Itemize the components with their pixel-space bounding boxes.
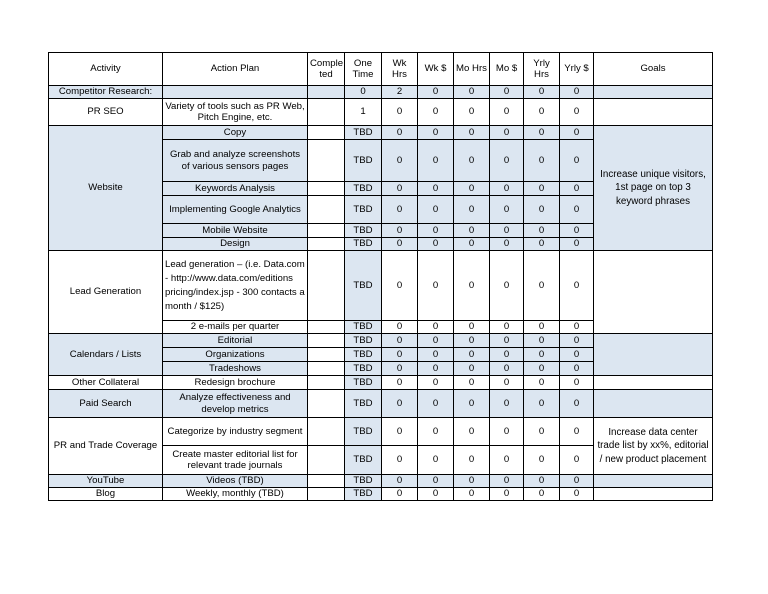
- completed-cell: [308, 334, 345, 348]
- one-time-cell: TBD: [345, 126, 382, 140]
- completed-cell: [308, 86, 345, 99]
- table-row: [49, 475, 713, 488]
- mo-cost-cell: 0: [490, 86, 524, 99]
- mo-hrs-cell: 0: [454, 99, 490, 126]
- yrly-cost-cell: 0: [560, 99, 594, 126]
- goals-cell: [594, 475, 713, 488]
- wk-cost-cell: 0: [418, 182, 454, 196]
- header-row: [49, 53, 713, 86]
- completed-cell: [308, 126, 345, 140]
- mo-cost-cell: 0: [490, 390, 524, 418]
- wk-hrs-cell: 0: [382, 196, 418, 224]
- wk-cost-cell: 0: [418, 196, 454, 224]
- completed-cell: [308, 418, 345, 446]
- completed-cell: [308, 251, 345, 321]
- col-header-action-plan: Action Plan: [163, 53, 308, 86]
- table-row: [49, 376, 713, 390]
- completed-cell: [308, 376, 345, 390]
- yrly-hrs-cell: 0: [524, 196, 560, 224]
- yrly-hrs-cell: 0: [524, 182, 560, 196]
- one-time-cell: TBD: [345, 140, 382, 182]
- wk-hrs-cell: 0: [382, 446, 418, 475]
- one-time-cell: TBD: [345, 418, 382, 446]
- mo-hrs-cell: 0: [454, 238, 490, 251]
- table-row: [49, 86, 713, 99]
- wk-cost-cell: 0: [418, 475, 454, 488]
- mo-cost-cell: 0: [490, 126, 524, 140]
- action-plan-cell: Grab and analyze screenshots of various sensors pages: [163, 140, 308, 182]
- wk-cost-cell: 0: [418, 418, 454, 446]
- completed-cell: [308, 362, 345, 376]
- wk-hrs-cell: 0: [382, 390, 418, 418]
- one-time-cell: TBD: [345, 348, 382, 362]
- yrly-hrs-cell: 0: [524, 334, 560, 348]
- wk-hrs-cell: 0: [382, 251, 418, 321]
- col-header-goals: Goals: [594, 53, 713, 86]
- one-time-cell: TBD: [345, 362, 382, 376]
- one-time-cell: TBD: [345, 488, 382, 501]
- yrly-cost-cell: 0: [560, 348, 594, 362]
- yrly-hrs-cell: 0: [524, 99, 560, 126]
- col-header-mo-cost: Mo $: [490, 53, 524, 86]
- action-plan-cell: Implementing Google Analytics: [163, 196, 308, 224]
- mo-cost-cell: 0: [490, 488, 524, 501]
- mo-cost-cell: 0: [490, 196, 524, 224]
- yrly-cost-cell: 0: [560, 86, 594, 99]
- wk-hrs-cell: 0: [382, 126, 418, 140]
- goals-cell: [594, 86, 713, 99]
- mo-hrs-cell: 0: [454, 362, 490, 376]
- yrly-hrs-cell: 0: [524, 238, 560, 251]
- yrly-cost-cell: 0: [560, 376, 594, 390]
- yrly-cost-cell: 0: [560, 140, 594, 182]
- yrly-cost-cell: 0: [560, 126, 594, 140]
- activity-cell: Calendars / Lists: [49, 334, 163, 376]
- action-plan-cell: Tradeshows: [163, 362, 308, 376]
- goals-cell: [594, 376, 713, 390]
- mo-hrs-cell: 0: [454, 390, 490, 418]
- one-time-cell: TBD: [345, 334, 382, 348]
- yrly-cost-cell: 0: [560, 418, 594, 446]
- yrly-cost-cell: 0: [560, 224, 594, 238]
- one-time-cell: TBD: [345, 475, 382, 488]
- wk-hrs-cell: 0: [382, 334, 418, 348]
- action-plan-cell: Weekly, monthly (TBD): [163, 488, 308, 501]
- action-plan-cell: 2 e-mails per quarter: [163, 321, 308, 334]
- wk-cost-cell: 0: [418, 488, 454, 501]
- mo-hrs-cell: 0: [454, 348, 490, 362]
- action-plan-cell: Lead generation – (i.e. Data.com - http://www.data.com/editions pricing/index.jsp - 300 contacts a month / $125): [163, 251, 308, 321]
- wk-cost-cell: 0: [418, 390, 454, 418]
- yrly-hrs-cell: 0: [524, 224, 560, 238]
- yrly-cost-cell: 0: [560, 321, 594, 334]
- activity-cell: Other Collateral: [49, 376, 163, 390]
- completed-cell: [308, 348, 345, 362]
- completed-cell: [308, 475, 345, 488]
- mo-cost-cell: 0: [490, 334, 524, 348]
- yrly-cost-cell: 0: [560, 362, 594, 376]
- col-header-wk-cost: Wk $: [418, 53, 454, 86]
- one-time-cell: TBD: [345, 224, 382, 238]
- wk-hrs-cell: 0: [382, 348, 418, 362]
- wk-hrs-cell: 0: [382, 182, 418, 196]
- one-time-cell: TBD: [345, 446, 382, 475]
- one-time-cell: TBD: [345, 182, 382, 196]
- activity-cell: Paid Search: [49, 390, 163, 418]
- wk-hrs-cell: 0: [382, 488, 418, 501]
- mo-hrs-cell: 0: [454, 475, 490, 488]
- completed-cell: [308, 321, 345, 334]
- goals-cell: [594, 99, 713, 126]
- col-header-mo-hrs: Mo Hrs: [454, 53, 490, 86]
- action-plan-cell: Variety of tools such as PR Web, Pitch Engine, etc.: [163, 99, 308, 126]
- wk-hrs-cell: 0: [382, 376, 418, 390]
- mo-cost-cell: 0: [490, 238, 524, 251]
- wk-cost-cell: 0: [418, 238, 454, 251]
- mo-cost-cell: 0: [490, 321, 524, 334]
- yrly-hrs-cell: 0: [524, 140, 560, 182]
- action-plan-cell: Analyze effectiveness and develop metrics: [163, 390, 308, 418]
- yrly-hrs-cell: 0: [524, 321, 560, 334]
- mo-hrs-cell: 0: [454, 251, 490, 321]
- wk-cost-cell: 0: [418, 224, 454, 238]
- yrly-hrs-cell: 0: [524, 126, 560, 140]
- action-plan-cell: Editorial: [163, 334, 308, 348]
- action-plan-cell: Keywords Analysis: [163, 182, 308, 196]
- mo-cost-cell: 0: [490, 99, 524, 126]
- wk-cost-cell: 0: [418, 86, 454, 99]
- col-header-activity: Activity: [49, 53, 163, 86]
- col-header-completed: Comple ted: [308, 53, 345, 86]
- mo-hrs-cell: 0: [454, 488, 490, 501]
- one-time-cell: TBD: [345, 251, 382, 321]
- completed-cell: [308, 446, 345, 475]
- yrly-hrs-cell: 0: [524, 390, 560, 418]
- col-header-yrly-hrs: Yrly Hrs: [524, 53, 560, 86]
- completed-cell: [308, 182, 345, 196]
- table-row: [49, 126, 713, 140]
- completed-cell: [308, 488, 345, 501]
- table-row: [49, 334, 713, 348]
- mo-hrs-cell: 0: [454, 418, 490, 446]
- goals-cell: Increase data center trade list by xx%, editorial / new product placement: [594, 418, 713, 475]
- mo-hrs-cell: 0: [454, 126, 490, 140]
- mo-cost-cell: 0: [490, 418, 524, 446]
- wk-cost-cell: 0: [418, 99, 454, 126]
- wk-hrs-cell: 0: [382, 99, 418, 126]
- table-row: [49, 488, 713, 501]
- goals-cell: [594, 334, 713, 376]
- activity-cell: Blog: [49, 488, 163, 501]
- goals-cell: Increase unique visitors, 1st page on top 3 keyword phrases: [594, 126, 713, 251]
- yrly-cost-cell: 0: [560, 390, 594, 418]
- completed-cell: [308, 390, 345, 418]
- wk-hrs-cell: 0: [382, 418, 418, 446]
- wk-cost-cell: 0: [418, 446, 454, 475]
- table-row: [49, 390, 713, 418]
- yrly-hrs-cell: 0: [524, 362, 560, 376]
- yrly-cost-cell: 0: [560, 446, 594, 475]
- yrly-hrs-cell: 0: [524, 376, 560, 390]
- mo-hrs-cell: 0: [454, 321, 490, 334]
- col-header-wk-hrs: Wk Hrs: [382, 53, 418, 86]
- yrly-hrs-cell: 0: [524, 418, 560, 446]
- yrly-cost-cell: 0: [560, 334, 594, 348]
- marketing-plan-table: [48, 52, 713, 501]
- completed-cell: [308, 140, 345, 182]
- mo-cost-cell: 0: [490, 251, 524, 321]
- completed-cell: [308, 196, 345, 224]
- yrly-hrs-cell: 0: [524, 488, 560, 501]
- wk-cost-cell: 0: [418, 376, 454, 390]
- action-plan-cell: Categorize by industry segment: [163, 418, 308, 446]
- table-row: [49, 418, 713, 446]
- wk-cost-cell: 0: [418, 126, 454, 140]
- yrly-cost-cell: 0: [560, 238, 594, 251]
- activity-cell: Lead Generation: [49, 251, 163, 334]
- action-plan-cell: Redesign brochure: [163, 376, 308, 390]
- mo-cost-cell: 0: [490, 475, 524, 488]
- yrly-hrs-cell: 0: [524, 475, 560, 488]
- one-time-cell: TBD: [345, 238, 382, 251]
- table-row: [49, 251, 713, 321]
- table-row: [49, 99, 713, 126]
- wk-hrs-cell: 2: [382, 86, 418, 99]
- activity-cell: YouTube: [49, 475, 163, 488]
- wk-cost-cell: 0: [418, 251, 454, 321]
- wk-cost-cell: 0: [418, 334, 454, 348]
- activity-cell: PR and Trade Coverage: [49, 418, 163, 475]
- yrly-cost-cell: 0: [560, 182, 594, 196]
- goals-cell: [594, 390, 713, 418]
- mo-cost-cell: 0: [490, 224, 524, 238]
- mo-hrs-cell: 0: [454, 196, 490, 224]
- yrly-cost-cell: 0: [560, 488, 594, 501]
- mo-cost-cell: 0: [490, 140, 524, 182]
- goals-cell: [594, 488, 713, 501]
- yrly-cost-cell: 0: [560, 475, 594, 488]
- action-plan-cell: Design: [163, 238, 308, 251]
- mo-hrs-cell: 0: [454, 446, 490, 475]
- mo-hrs-cell: 0: [454, 334, 490, 348]
- yrly-hrs-cell: 0: [524, 86, 560, 99]
- col-header-one-time: One Time: [345, 53, 382, 86]
- one-time-cell: TBD: [345, 376, 382, 390]
- activity-cell: PR SEO: [49, 99, 163, 126]
- yrly-cost-cell: 0: [560, 251, 594, 321]
- mo-cost-cell: 0: [490, 376, 524, 390]
- col-header-yrly-cost: Yrly $: [560, 53, 594, 86]
- yrly-hrs-cell: 0: [524, 348, 560, 362]
- wk-cost-cell: 0: [418, 348, 454, 362]
- goals-cell: [594, 251, 713, 334]
- completed-cell: [308, 99, 345, 126]
- mo-hrs-cell: 0: [454, 182, 490, 196]
- action-plan-cell: Organizations: [163, 348, 308, 362]
- mo-cost-cell: 0: [490, 182, 524, 196]
- wk-cost-cell: 0: [418, 140, 454, 182]
- one-time-cell: TBD: [345, 390, 382, 418]
- one-time-cell: TBD: [345, 196, 382, 224]
- wk-hrs-cell: 0: [382, 224, 418, 238]
- yrly-hrs-cell: 0: [524, 251, 560, 321]
- one-time-cell: TBD: [345, 321, 382, 334]
- mo-hrs-cell: 0: [454, 376, 490, 390]
- action-plan-cell: [163, 86, 308, 99]
- mo-cost-cell: 0: [490, 446, 524, 475]
- wk-cost-cell: 0: [418, 321, 454, 334]
- completed-cell: [308, 238, 345, 251]
- wk-hrs-cell: 0: [382, 321, 418, 334]
- mo-hrs-cell: 0: [454, 140, 490, 182]
- one-time-cell: 1: [345, 99, 382, 126]
- wk-hrs-cell: 0: [382, 475, 418, 488]
- action-plan-cell: Create master editorial list for relevant trade journals: [163, 446, 308, 475]
- mo-hrs-cell: 0: [454, 224, 490, 238]
- mo-cost-cell: 0: [490, 348, 524, 362]
- activity-cell: Website: [49, 126, 163, 251]
- wk-hrs-cell: 0: [382, 140, 418, 182]
- mo-cost-cell: 0: [490, 362, 524, 376]
- mo-hrs-cell: 0: [454, 86, 490, 99]
- yrly-hrs-cell: 0: [524, 446, 560, 475]
- action-plan-cell: Mobile Website: [163, 224, 308, 238]
- action-plan-cell: Videos (TBD): [163, 475, 308, 488]
- wk-hrs-cell: 0: [382, 362, 418, 376]
- completed-cell: [308, 224, 345, 238]
- wk-hrs-cell: 0: [382, 238, 418, 251]
- activity-cell: Competitor Research:: [49, 86, 163, 99]
- action-plan-cell: Copy: [163, 126, 308, 140]
- yrly-cost-cell: 0: [560, 196, 594, 224]
- one-time-cell: 0: [345, 86, 382, 99]
- wk-cost-cell: 0: [418, 362, 454, 376]
